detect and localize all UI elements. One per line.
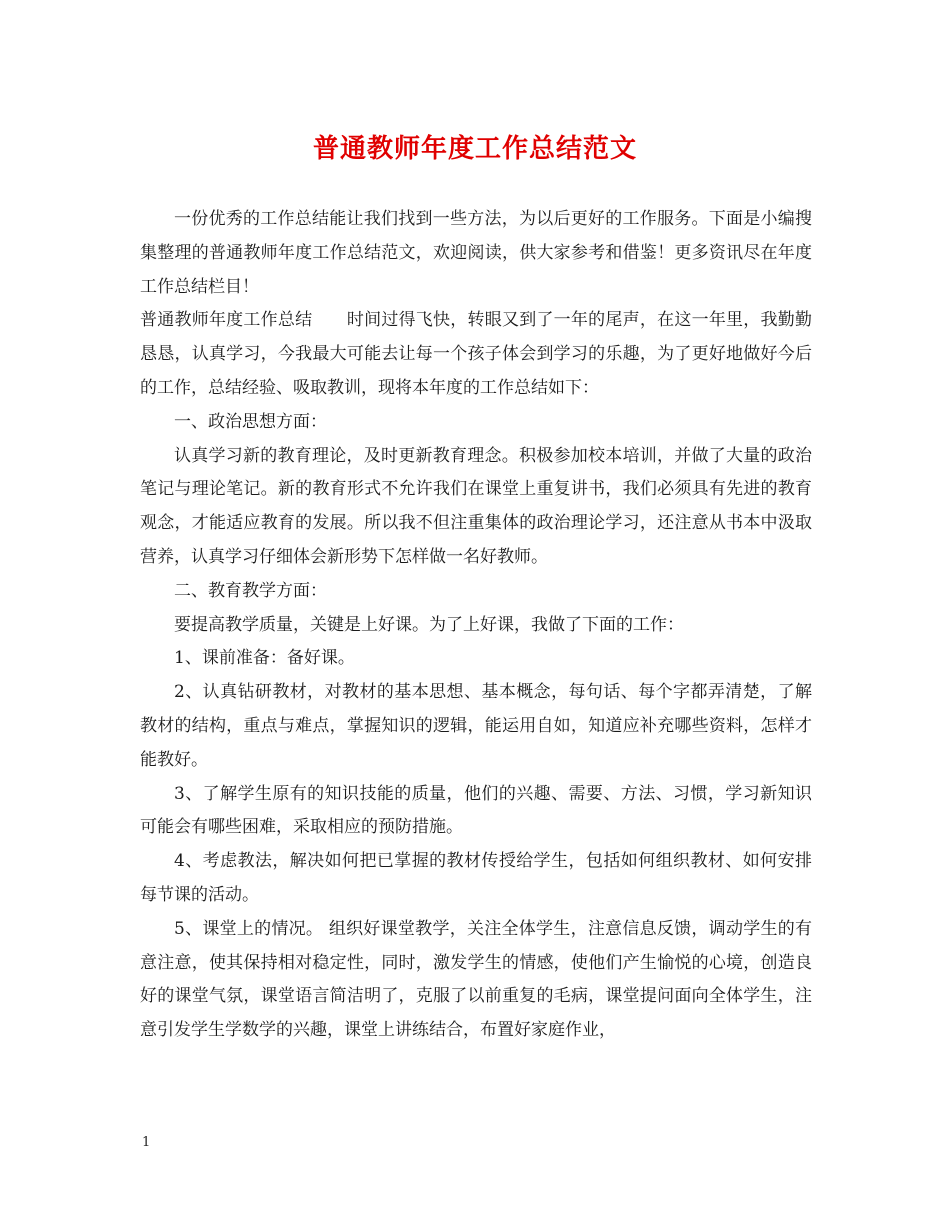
list-item-1: 1、课前准备：备好课。 bbox=[174, 648, 355, 669]
page-number: 1 bbox=[142, 1135, 151, 1150]
document-body bbox=[140, 203, 812, 1048]
paragraph-politics: 认真学习新的教育理论，及时更新教育理念。积极参加校本培训，并做了大量的政治笔记与理论笔记。新的教育形式不允许我们在课堂上重复讲书，我们必须具有先进的教育观念，才能适应教育的发展。所以我不但注重集体的政治理论学习，还注意从书本中汲取营养，认真学习仔细体会新形势下怎样做一名好教师。 bbox=[140, 445, 812, 567]
list-item-3: 3、了解学生原有的知识技能的质量，他们的兴趣、需要、方法、习惯，学习新知识可能会有哪些困难，采取相应的预防措施。 bbox=[140, 783, 812, 838]
section-heading-teaching: 二、教育教学方面： bbox=[174, 580, 327, 601]
list-item-4: 4、考虑教法，解决如何把已掌握的教材传授给学生，包括如何组织教材、如何安排每节课的活动。 bbox=[140, 851, 812, 905]
list-item-2: 2、认真钻研教材，对教材的基本思想、基本概念，每句话、每个字都弄清楚，了解教材的结构，重点与难点，掌握知识的逻辑，能运用自如，知道应补充哪些资料，怎样才能教好。 bbox=[140, 682, 812, 770]
paragraph-opening: 普通教师年度工作总结 时间过得飞快，转眼又到了一年的尾声，在这一年里，我勤勤恳恳，认真学习，今我最大可能去让每一个孩子体会到学习的乐趣，为了更好地做好今后的工作，总结经验、吸取教训，现将本年度的工作总结如下： bbox=[140, 310, 812, 398]
paragraph-intro: 一份优秀的工作总结能让我们找到一些方法，为以后更好的工作服务。下面是小编搜集整理的普通教师年度工作总结范文，欢迎阅读，供大家参考和借鉴！更多资讯尽在年度工作总结栏目！ bbox=[140, 209, 812, 297]
paragraph-teaching-intro: 要提高教学质量，关键是上好课。为了上好课，我做了下面的工作： bbox=[174, 614, 684, 635]
list-item-5: 5、课堂上的情况。 组织好课堂教学，关注全体学生，注意信息反馈，调动学生的有意注意，使其保持相对稳定性，同时，激发学生的情感，使他们产生愉悦的心境，创造良好的课堂气氛，课堂语言简洁明了，克服了以前重复的毛病，课堂提问面向全体学生，注意引发学生学数学的兴趣，课堂上讲练结合，布置好家庭作业， bbox=[140, 918, 812, 1041]
section-heading-politics: 一、政治思想方面： bbox=[174, 411, 327, 432]
document-title: 普通教师年度工作总结范文 bbox=[312, 134, 637, 164]
